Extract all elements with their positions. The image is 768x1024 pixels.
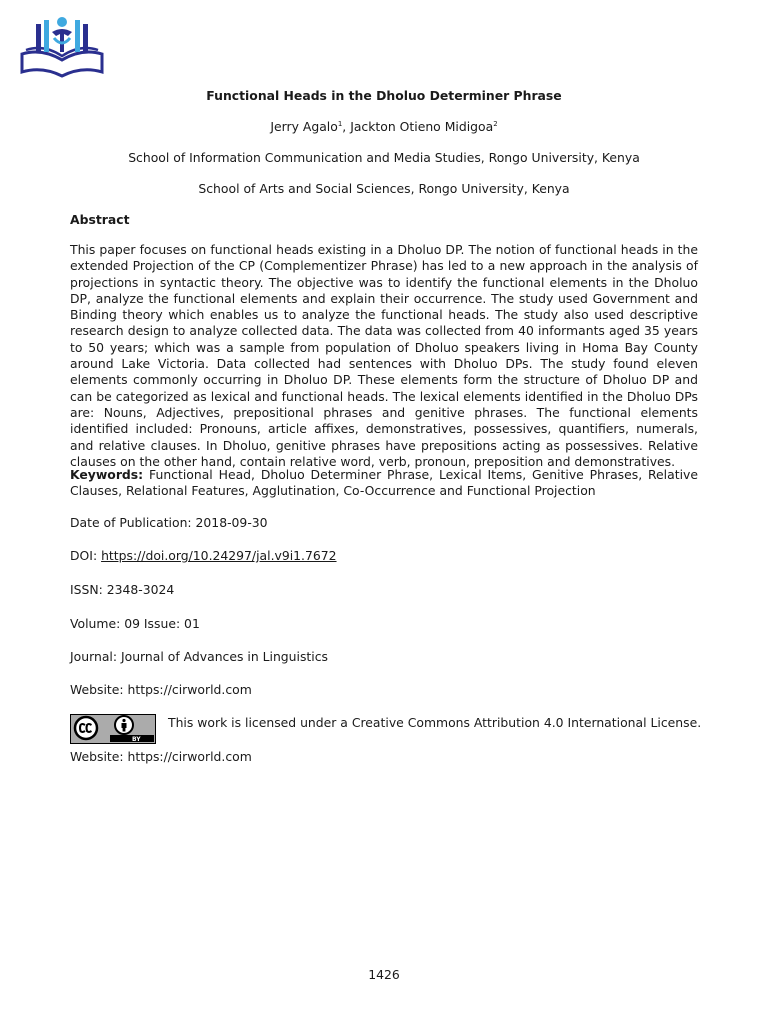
doi-link[interactable]: https://doi.org/10.24297/jal.v9i1.7672 [101, 548, 337, 563]
page-number: 1426 [368, 967, 400, 982]
keywords-text: Functional Head, Dholuo Determiner Phrase, Lexical Items, Genitive Phrases, Relative Clauses, Relational Features, Agglutination, Co-Occurrence and Functional Projection [70, 467, 698, 499]
affiliation-1: School of Information Communication and Media Studies, Rongo University, Kenya [128, 150, 640, 165]
license-row [70, 714, 710, 744]
keywords-paragraph [70, 467, 698, 500]
author-name: Jerry Agalo [270, 119, 338, 134]
author-name: Jackton Otieno Midigoa [350, 119, 494, 134]
cirworld-logo-icon [18, 14, 106, 80]
abstract-heading: Abstract [70, 212, 130, 227]
keywords-label: Keywords: [70, 467, 144, 482]
abstract-body: This paper focuses on functional heads existing in a Dholuo DP. The notion of functional heads in the extended Projection of the CP (Complementizer Phrase) has led to a new approach in the analysis of projections in syntactic theory. The objective was to identify the functional elements in the Dholuo DP, analyze the functional elements and explain their occurrence. The study used Government and Binding theory which enables us to analyze the functional heads. The study also used descriptive research design to analyze collected data. The data was collected from 40 informants aged 35 years to 50 years; which was a sample from population of Dholuo speakers living in Homa Bay County around Lake Victoria. Data collected had sentences with Dholuo DPs. The study found eleven elements commonly occurring in Dholuo DP. These elements form the structure of Dholuo DP and can be categorized as lexical and functional heads. The lexical elements identified in the Dholuo DPs are: Nouns, Adjectives, prepositional phrases and genitive phrases. The functional elements identified included: Pronouns, article affixes, demonstratives, possessives, quantifiers, numerals, and relative clauses. In Dholuo, genitive phrases have prepositions acting as possessives. Relative clauses on the other hand, contain relative word, verb, pronoun, preposition and demonstratives. [70, 242, 698, 469]
affiliation-marker: 1 [337, 119, 343, 128]
author-line [0, 119, 768, 134]
journal-line: Journal: Journal of Advances in Linguistics [70, 649, 328, 664]
website-line-2: Website: https://cirworld.com [70, 749, 252, 764]
website-line: Website: https://cirworld.com [70, 682, 252, 697]
publication-date: Date of Publication: 2018-09-30 [70, 515, 268, 530]
volume-line: Volume: 09 Issue: 01 [70, 616, 200, 631]
cc-by-icon[interactable] [70, 714, 156, 744]
issn-line: ISSN: 2348-3024 [70, 582, 175, 597]
cc-by-label: BY [132, 736, 141, 743]
paper-title: Functional Heads in the Dholuo Determiner Phrase [206, 88, 562, 103]
license-text: This work is licensed under a Creative Commons Attribution 4.0 International License. [168, 715, 702, 730]
doi-label: DOI: [70, 548, 102, 563]
author-separator: , [342, 119, 351, 134]
doi-line [70, 548, 337, 563]
affiliation-marker: 2 [493, 119, 498, 128]
affiliation-2: School of Arts and Social Sciences, Rongo University, Kenya [198, 181, 570, 196]
